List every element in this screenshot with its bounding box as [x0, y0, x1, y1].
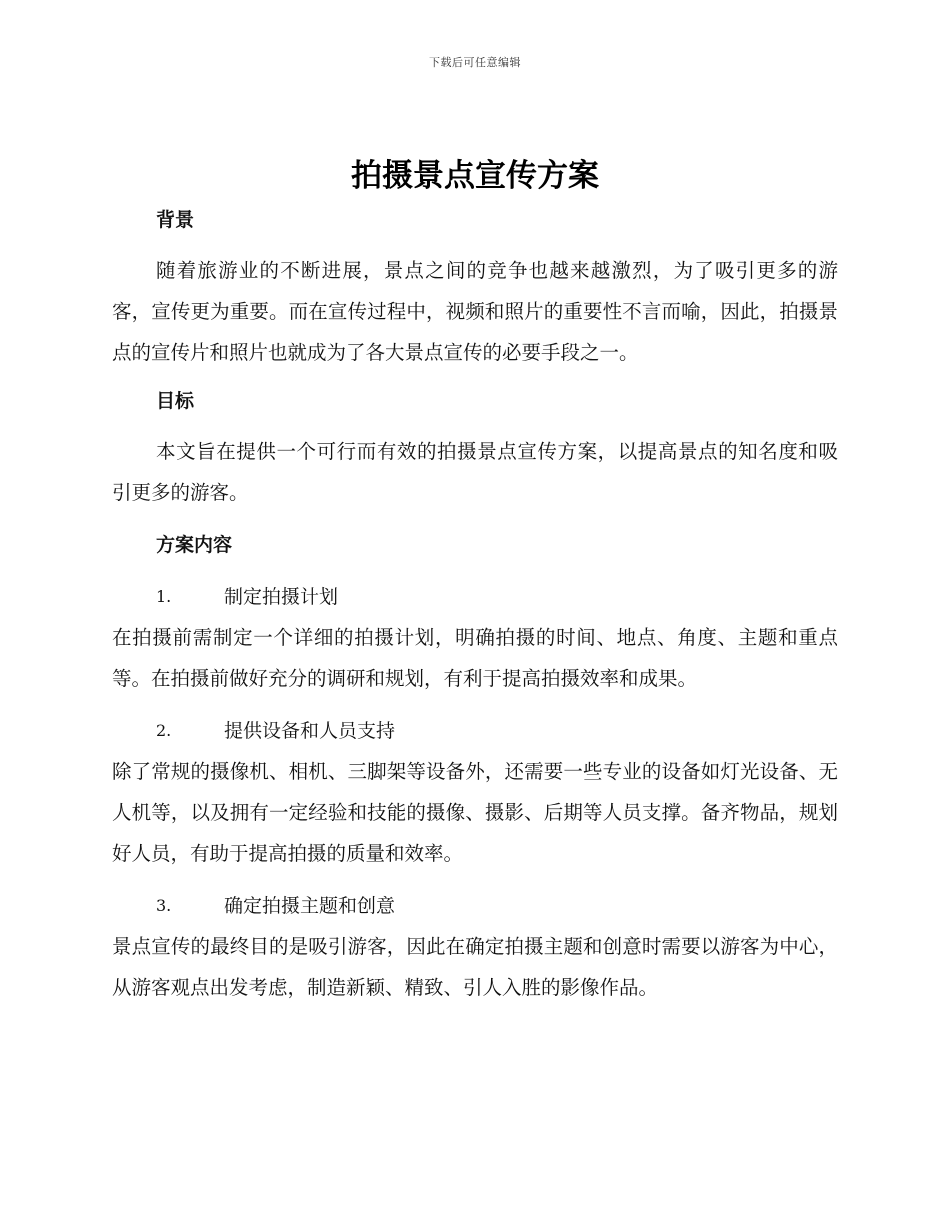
- list-item-title: 制定拍摄计划: [224, 586, 339, 608]
- list-item-heading: [112, 886, 838, 926]
- list-item-heading: [112, 711, 838, 751]
- section-heading-background: 背景: [156, 209, 195, 231]
- list-item-paragraph: 在拍摄前需制定一个详细的拍摄计划，明确拍摄的时间、地点、角度、主题和重点等。在拍摄前做好充分的调研和规划，有利于提高拍摄效率和成果。: [112, 626, 838, 690]
- page-header-note: 下载后可任意编辑: [429, 56, 521, 69]
- paragraph-goal: 本文旨在提供一个可行而有效的拍摄景点宣传方案，以提高景点的知名度和吸引更多的游客。: [112, 440, 838, 504]
- paragraph-background: 随着旅游业的不断进展，景点之间的竞争也越来越激烈，为了吸引更多的游客，宣传更为重要。而在宣传过程中，视频和照片的重要性不言而喻，因此，拍摄景点的宣传片和照片也就成为了各大景点宣传的必要手段之一。: [112, 259, 838, 364]
- list-item-title: 确定拍摄主题和创意: [224, 895, 396, 917]
- list-item-number: 1.: [156, 587, 172, 606]
- list-item-number: 3.: [156, 896, 172, 915]
- list-item-paragraph: 除了常规的摄像机、相机、三脚架等设备外，还需要一些专业的设备如灯光设备、无人机等，以及拥有一定经验和技能的摄像、摄影、后期等人员支撑。备齐物品，规划好人员，有助于提高拍摄的质量和效率。: [112, 760, 838, 865]
- list-item-title: 提供设备和人员支持: [224, 720, 396, 742]
- document-body: [112, 200, 838, 1008]
- list-item-paragraph: 景点宣传的最终目的是吸引游客，因此在确定拍摄主题和创意时需要以游客为中心，从游客观点出发考虑，制造新颖、精致、引人入胜的影像作品。: [112, 935, 838, 999]
- list-item-heading: [112, 577, 838, 617]
- section-heading-goal: 目标: [156, 390, 195, 412]
- section-heading-plan-content: 方案内容: [156, 534, 233, 556]
- list-item-number: 2.: [156, 721, 172, 740]
- document-title: 拍摄景点宣传方案: [351, 158, 599, 194]
